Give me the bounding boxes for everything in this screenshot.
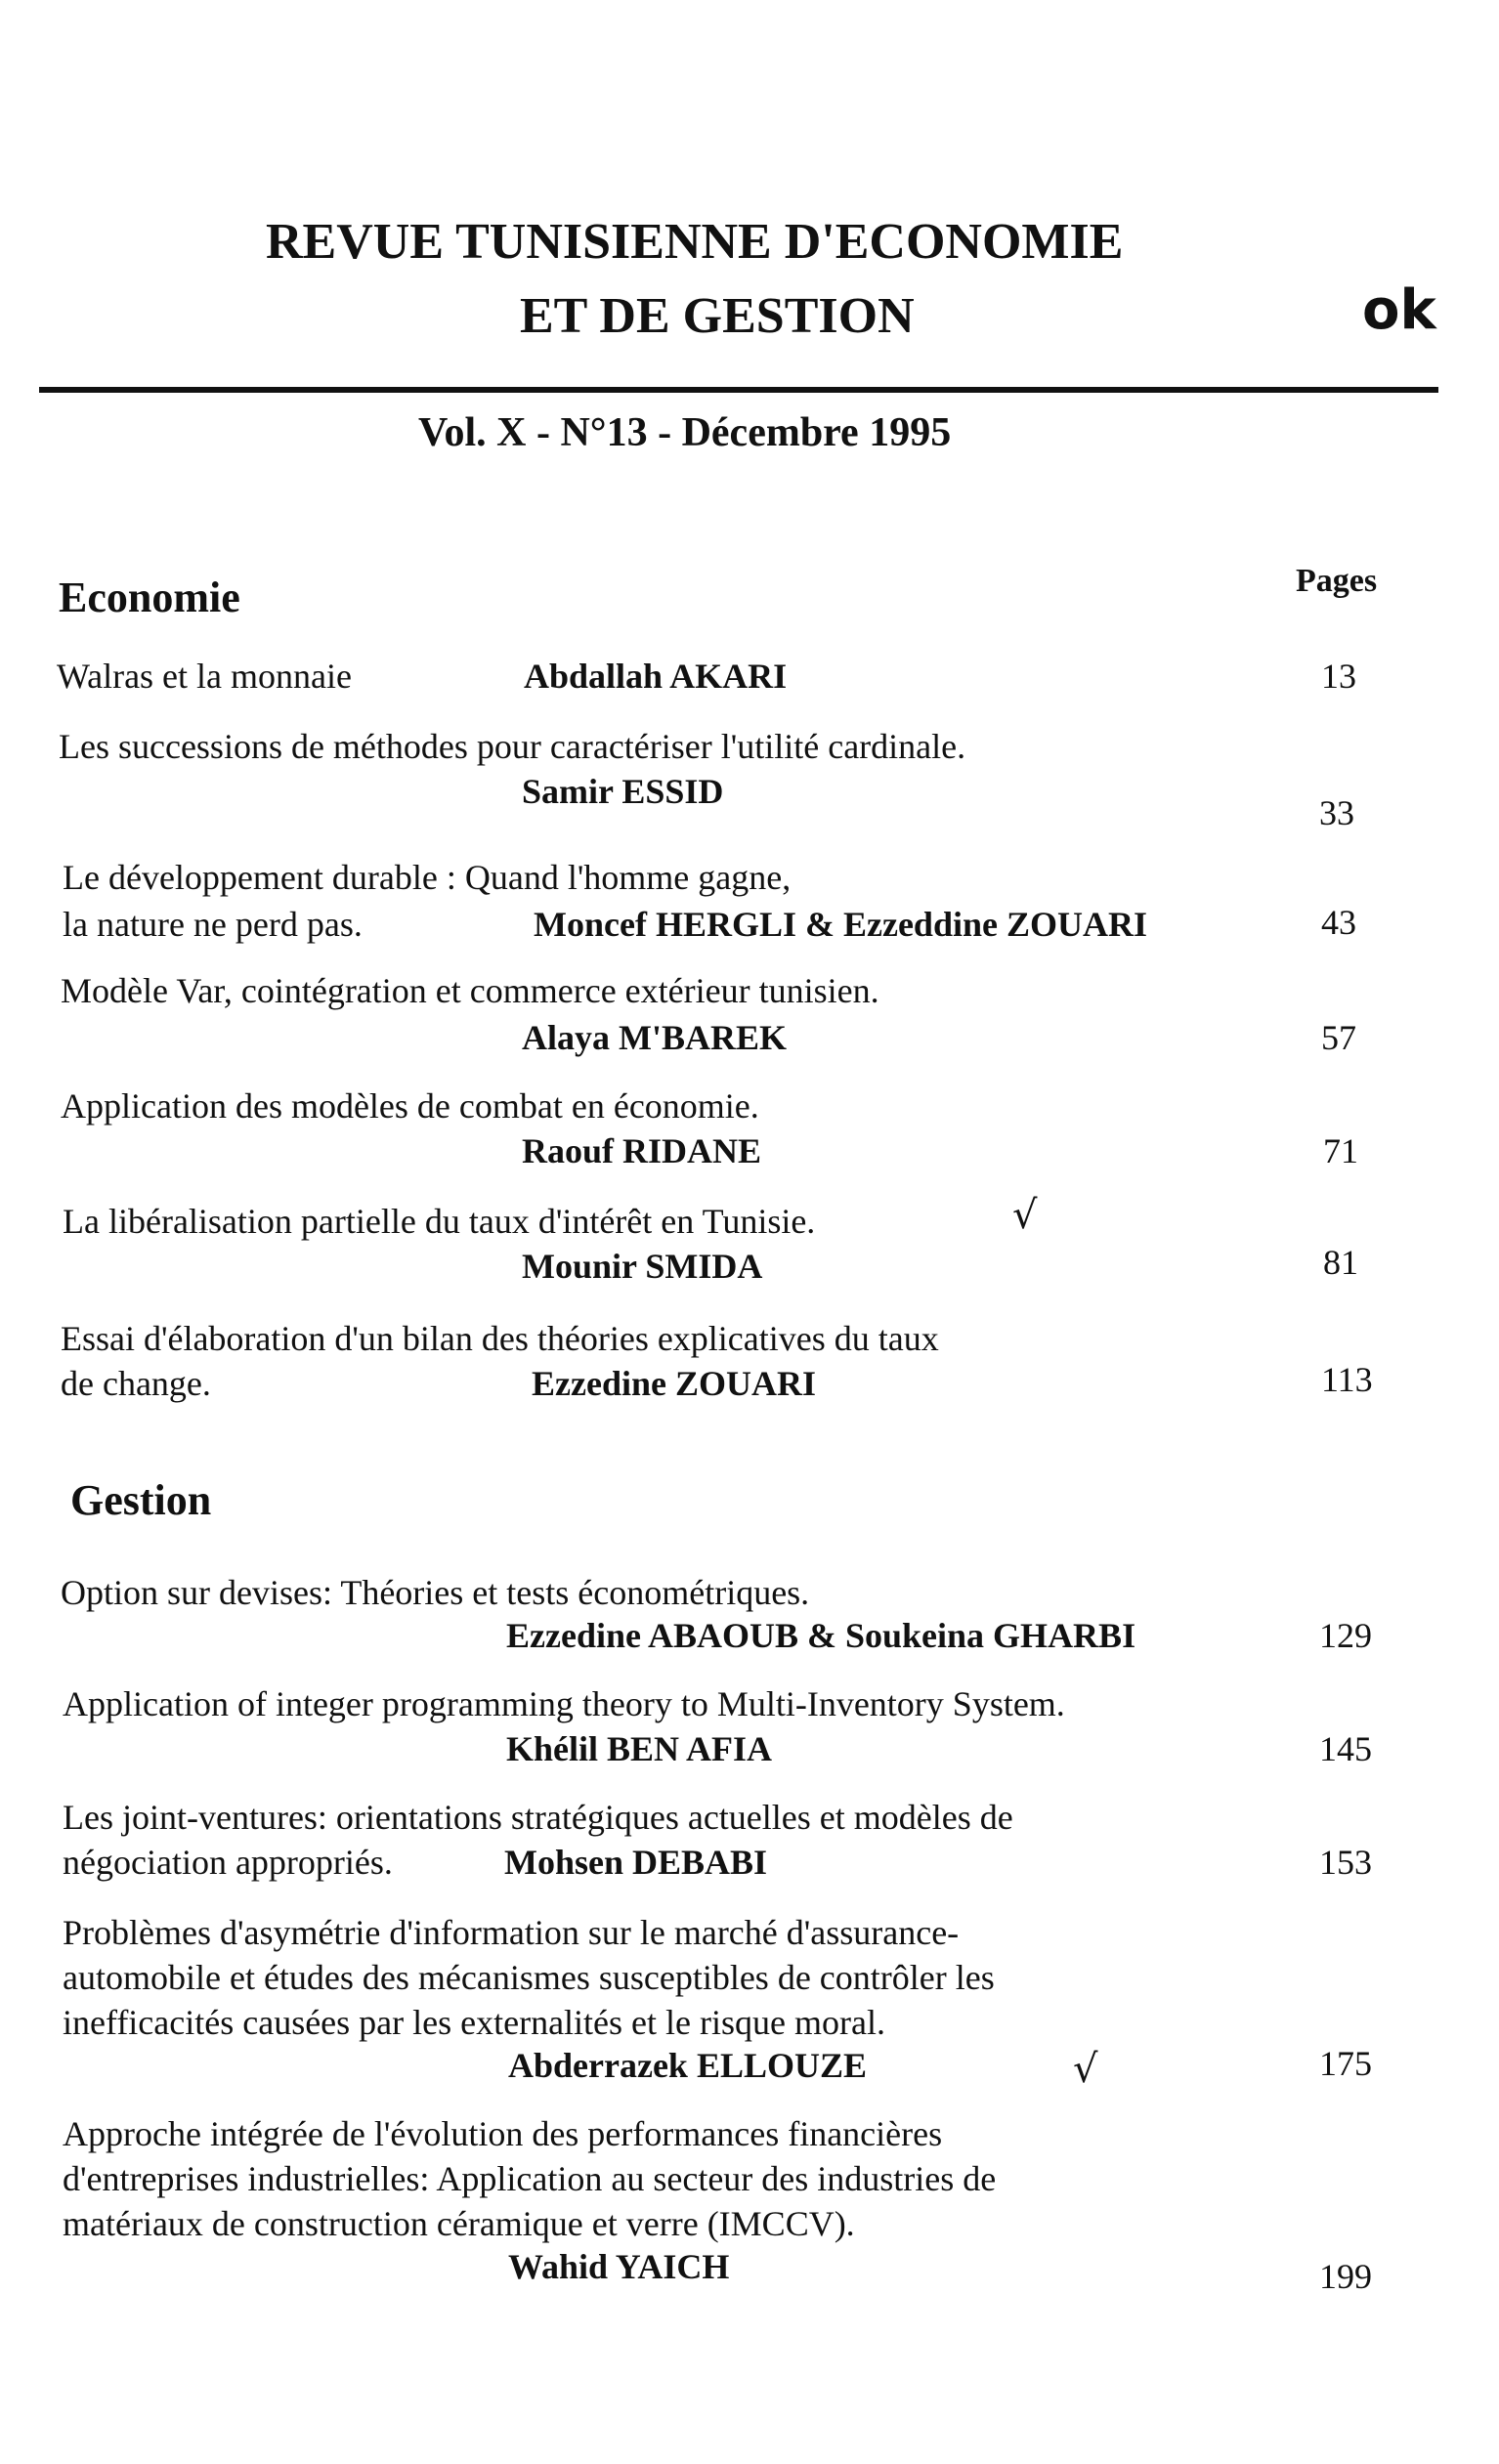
toc-entry-title: Application des modèles de combat en économie. bbox=[61, 1086, 759, 1126]
toc-entry-author: Ezzedine ABAOUB & Soukeina GHARBI bbox=[506, 1616, 1136, 1655]
toc-entry-page: 13 bbox=[1321, 657, 1356, 696]
section-heading-gestion: Gestion bbox=[70, 1476, 212, 1524]
section-heading-economie: Economie bbox=[59, 574, 240, 621]
pages-column-heading: Pages bbox=[1296, 563, 1378, 599]
toc-entry-title: Le développement durable : Quand l'homme gagne, bbox=[63, 858, 792, 897]
toc-entry-title: Essai d'élaboration d'un bilan des théories explicatives du taux bbox=[61, 1319, 939, 1358]
toc-entry-title: de change. bbox=[61, 1364, 211, 1403]
toc-entry-author: Mohsen DEBABI bbox=[504, 1843, 768, 1882]
toc-entry-page: 81 bbox=[1323, 1243, 1358, 1282]
toc-entry-author: Khélil BEN AFIA bbox=[506, 1729, 773, 1768]
toc-entry-author: Moncef HERGLI & Ezzeddine ZOUARI bbox=[534, 905, 1147, 944]
toc-entry-title: Walras et la monnaie bbox=[57, 657, 352, 696]
toc-entry-title: Les successions de méthodes pour caractériser l'utilité cardinale. bbox=[59, 727, 966, 766]
toc-entry-author: Abderrazek ELLOUZE bbox=[508, 2046, 868, 2085]
toc-entry-author: Raouf RIDANE bbox=[522, 1131, 762, 1170]
toc-entry-title: inefficacités causées par les externalités et le risque moral. bbox=[63, 2003, 885, 2042]
toc-entry-author: Alaya M'BAREK bbox=[522, 1018, 788, 1057]
toc-entry-page: 57 bbox=[1321, 1018, 1356, 1057]
toc-entry-page: 129 bbox=[1319, 1616, 1372, 1655]
check-mark-icon: √ bbox=[1012, 1193, 1038, 1238]
handwritten-ok-mark: ok bbox=[1362, 278, 1436, 342]
toc-entry-author: Ezzedine ZOUARI bbox=[532, 1364, 816, 1403]
check-mark-icon: √ bbox=[1073, 2047, 1098, 2092]
toc-entry-title: matériaux de construction céramique et verre (IMCCV). bbox=[63, 2204, 855, 2243]
toc-entry-title: Application of integer programming theory to Multi-Inventory System. bbox=[63, 1684, 1065, 1723]
toc-entry-title: négociation appropriés. bbox=[63, 1843, 393, 1882]
toc-entry-page: 71 bbox=[1323, 1131, 1358, 1170]
toc-entry-title: automobile et études des mécanismes susceptibles de contrôler les bbox=[63, 1958, 995, 1997]
toc-entry-page: 153 bbox=[1319, 1843, 1372, 1882]
toc-entry-title: d'entreprises industrielles: Application au secteur des industries de bbox=[63, 2159, 997, 2198]
journal-title-line2: ET DE GESTION bbox=[520, 288, 915, 344]
toc-entry-title: Les joint-ventures: orientations stratégiques actuelles et modèles de bbox=[63, 1798, 1013, 1837]
toc-entry-page: 33 bbox=[1319, 793, 1354, 832]
header-rule bbox=[39, 387, 1438, 393]
toc-entry-page: 43 bbox=[1321, 903, 1356, 942]
toc-entry-title: Approche intégrée de l'évolution des performances financières bbox=[63, 2114, 943, 2153]
toc-entry-page: 175 bbox=[1319, 2044, 1372, 2083]
toc-entry-page: 145 bbox=[1319, 1729, 1372, 1768]
toc-entry-page: 199 bbox=[1319, 2257, 1372, 2296]
issue-line: Vol. X - N°13 - Décembre 1995 bbox=[418, 410, 952, 455]
toc-entry-title: La libéralisation partielle du taux d'intérêt en Tunisie. bbox=[63, 1202, 816, 1241]
toc-entry-title: Modèle Var, cointégration et commerce extérieur tunisien. bbox=[61, 971, 879, 1010]
toc-entry-page: 113 bbox=[1321, 1360, 1373, 1399]
toc-entry-author: Wahid YAICH bbox=[508, 2247, 730, 2286]
toc-entry-author: Samir ESSID bbox=[522, 772, 724, 811]
toc-entry-author: Mounir SMIDA bbox=[522, 1247, 763, 1286]
toc-entry-title: la nature ne perd pas. bbox=[63, 905, 363, 944]
toc-entry-title: Option sur devises: Théories et tests économétriques. bbox=[61, 1573, 810, 1612]
journal-title-line1: REVUE TUNISIENNE D'ECONOMIE bbox=[266, 214, 1124, 270]
toc-entry-title: Problèmes d'asymétrie d'information sur le marché d'assurance- bbox=[63, 1913, 960, 1952]
toc-entry-author: Abdallah AKARI bbox=[524, 657, 788, 696]
